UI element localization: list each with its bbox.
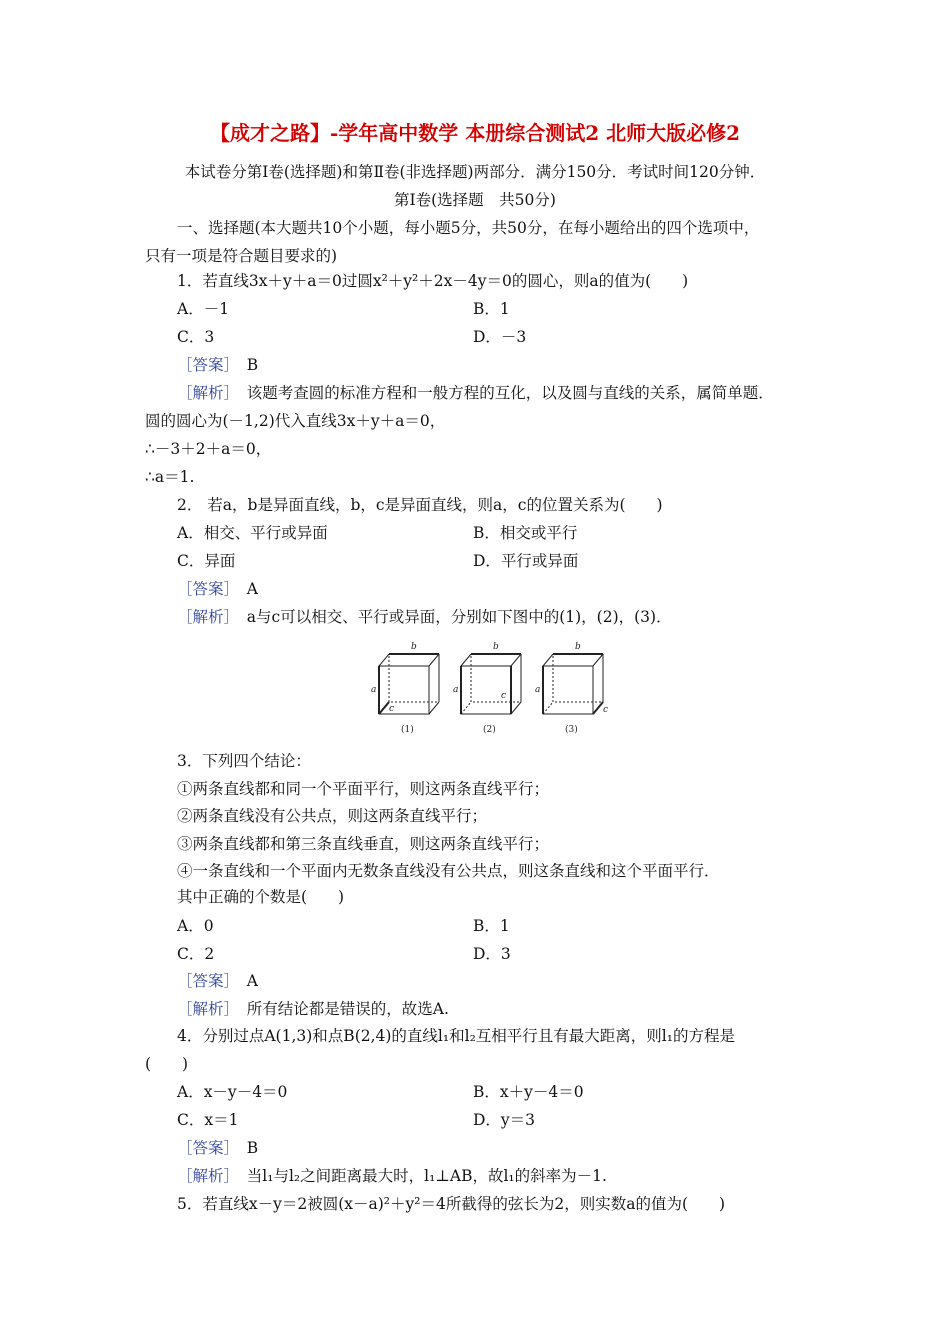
q4-analysis-row (177, 1165, 607, 1187)
cube-1-label-c: c (389, 704, 395, 714)
q4-stem: 4．分别过点A(1,3)和点B(2,4)的直线l₁和l₂互相平行且有最大距离，则l₁的方程是 (177, 1027, 735, 1045)
analysis-label: ［解析］ (177, 1000, 232, 1018)
cube-3-label-b: b (575, 642, 581, 652)
cube-3-diagram (543, 654, 603, 714)
q2-option-d: D．平行或异面 (473, 552, 579, 570)
cube-1-label-b: b (411, 642, 417, 652)
q2-answer: A (246, 580, 258, 598)
q3-option-b: B．1 (473, 917, 510, 935)
q4-answer-row (177, 1137, 258, 1159)
q2-option-a: A．相交、平行或异面 (177, 524, 328, 542)
q4-stem-cont: ( ) (145, 1055, 189, 1073)
answer-label: ［答案］ (177, 356, 232, 374)
q1-analysis-row (177, 382, 774, 404)
cube-2-label-b: b (493, 642, 499, 652)
q4-option-c: C．x＝1 (177, 1111, 239, 1129)
cube-1-label-a: a (371, 685, 377, 695)
answer-label: ［答案］ (177, 580, 232, 598)
q4-option-a: A．x－y－4＝0 (177, 1083, 288, 1101)
part1-header: 第Ⅰ卷(选择题 共50分) (394, 191, 556, 209)
q3-option-a: A．0 (177, 917, 214, 935)
q1-work-2: ∴－3＋2＋a＝0， (145, 440, 272, 458)
q3-statement-3: ③两条直线都和第三条直线垂直，则这两条直线平行； (177, 835, 550, 853)
cube-1-caption: (1) (401, 725, 414, 735)
q1-analysis: 该题考查圆的标准方程和一般方程的互化，以及圆与直线的关系，属简单题． (246, 384, 774, 402)
cube-2-caption: (2) (483, 725, 496, 735)
q5-stem: 5．若直线x－y＝2被圆(x－a)²＋y²＝4所截得的弦长为2，则实数a的值为( ) (177, 1195, 726, 1213)
q3-question: 其中正确的个数是( ) (177, 888, 345, 906)
cube-1-diagram (379, 654, 439, 714)
q3-analysis-row (177, 998, 449, 1020)
section1-instructions: 一、选择题(本大题共10个小题，每小题5分，共50分，在每小题给出的四个选项中， (177, 219, 760, 237)
cube-figure (365, 636, 615, 740)
cube-3-label-a: a (535, 685, 541, 695)
analysis-label: ［解析］ (177, 384, 232, 402)
q2-stem: 2． 若a，b是异面直线，b，c是异面直线，则a，c的位置关系为( ) (177, 496, 663, 514)
q1-option-c: C．3 (177, 328, 215, 346)
q3-statement-2: ②两条直线没有公共点，则这两条直线平行； (177, 807, 488, 825)
q1-option-b: B．1 (473, 300, 510, 318)
q2-analysis-row (177, 606, 672, 628)
exam-intro: 本试卷分第Ⅰ卷(选择题)和第Ⅱ卷(非选择题)两部分．满分150分．考试时间120分钟． (184, 163, 766, 181)
q3-answer-row (177, 970, 258, 992)
q3-answer: A (246, 972, 258, 990)
q3-option-d: D．3 (473, 945, 511, 963)
q2-option-c: C．异面 (177, 552, 236, 570)
document-title: 【成才之路】-学年高中数学 本册综合测试2 北师大版必修2 (209, 121, 741, 145)
analysis-label: ［解析］ (177, 1167, 232, 1185)
q4-answer: B (246, 1139, 259, 1157)
cube-2-label-a: a (453, 685, 459, 695)
q4-option-d: D．y＝3 (473, 1111, 536, 1129)
q1-answer: B (246, 356, 259, 374)
q1-option-a: A．－1 (177, 300, 230, 318)
q2-option-b: B．相交或平行 (473, 524, 578, 542)
q2-analysis: a与c可以相交、平行或异面，分别如下图中的(1)，(2)，(3)． (246, 608, 672, 626)
q1-stem: 1．若直线3x＋y＋a＝0过圆x²＋y²＋2x－4y＝0的圆心，则a的值为( ) (177, 272, 689, 290)
section1-instructions-cont: 只有一项是符合题目要求的) (145, 247, 338, 265)
cube-2-label-c: c (501, 691, 507, 701)
q3-analysis: 所有结论都是错误的，故选A. (246, 1000, 449, 1018)
analysis-label: ［解析］ (177, 608, 232, 626)
answer-label: ［答案］ (177, 1139, 232, 1157)
answer-label: ［答案］ (177, 972, 232, 990)
cube-3-caption: (3) (565, 725, 578, 735)
q3-stem: 3．下列四个结论： (177, 752, 311, 770)
q2-answer-row (177, 578, 258, 600)
cube-2-diagram (461, 654, 521, 714)
q4-analysis: 当l₁与l₂之间距离最大时，l₁⊥AB，故l₁的斜率为－1. (246, 1167, 607, 1185)
cube-3-label-c: c (603, 705, 609, 715)
q3-statement-1: ①两条直线都和同一个平面平行，则这两条直线平行； (177, 780, 550, 798)
q1-work-1: 圆的圆心为(－1,2)代入直线3x＋y＋a＝0， (145, 412, 446, 430)
q3-statement-4: ④一条直线和一个平面内无数条直线没有公共点，则这条直线和这个平面平行． (177, 862, 720, 880)
q1-answer-row (177, 354, 258, 376)
q4-option-b: B．x＋y－4＝0 (473, 1083, 584, 1101)
q3-option-c: C．2 (177, 945, 215, 963)
q1-work-3: ∴a＝1. (145, 468, 195, 486)
q1-option-d: D．－3 (473, 328, 527, 346)
